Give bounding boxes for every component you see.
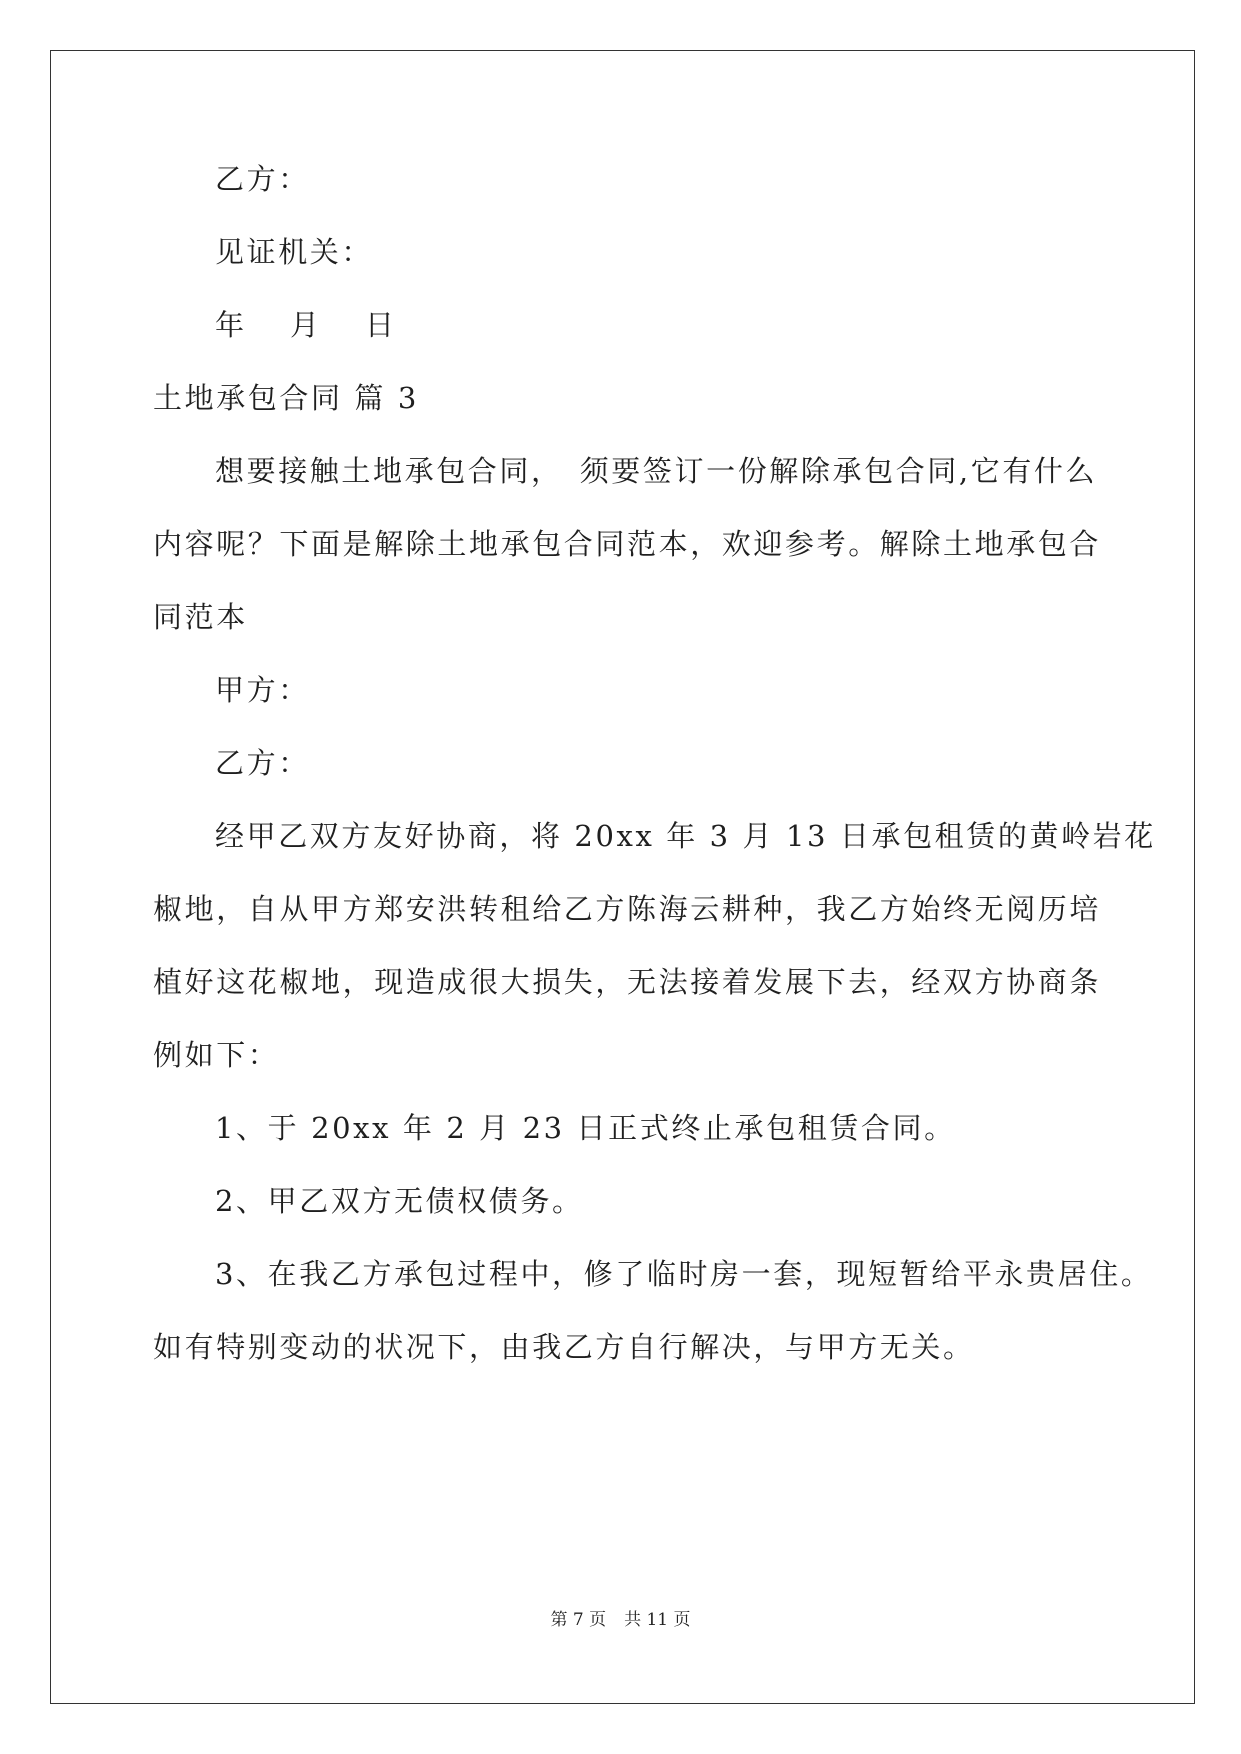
party-b-label: 乙方： — [215, 162, 310, 196]
intro-paragraph-line-3: 同范本 — [153, 600, 248, 634]
negotiation-paragraph-line-2: 椒地，自从甲方郑安洪转租给乙方陈海云耕种，我乙方始终无阅历培 — [153, 892, 1102, 926]
witness-authority-label: 见证机关： — [215, 235, 374, 269]
intro-paragraph-line-1: 想要接触土地承包合同， 须要签订一份解除承包合同,它有什么 — [215, 454, 1098, 488]
page-number: 第 7 页 — [550, 1610, 607, 1630]
party-b-label-2: 乙方： — [215, 746, 310, 780]
clause-2: 2、甲乙双方无债权债务。 — [215, 1184, 584, 1218]
clause-1: 1、于 20xx 年 2 月 23 日正式终止承包租赁合同。 — [215, 1111, 956, 1145]
intro-paragraph-line-2: 内容呢？下面是解除土地承包合同范本，欢迎参考。解除土地承包合 — [153, 527, 1102, 561]
negotiation-paragraph-line-1: 经甲乙双方友好协商，将 20xx 年 3 月 13 日承包租赁的黄岭岩花 — [215, 819, 1156, 853]
clause-3-line-1: 3、在我乙方承包过程中，修了临时房一套，现短暂给平永贵居住。 — [215, 1257, 1153, 1291]
clause-3-line-2: 如有特别变动的状况下，由我乙方自行解决，与甲方无关。 — [153, 1330, 975, 1364]
party-a-label: 甲方： — [215, 673, 310, 707]
section-title: 土地承包合同 篇 3 — [153, 381, 419, 415]
negotiation-paragraph-line-4: 例如下： — [153, 1038, 280, 1072]
page-total: 共 11 页 — [624, 1610, 691, 1630]
page-border — [50, 50, 1195, 1704]
date-line: 年 月 日 — [215, 308, 397, 342]
page-footer — [0, 1612, 1241, 1629]
negotiation-paragraph-line-3: 植好这花椒地，现造成很大损失，无法接着发展下去，经双方协商条 — [153, 965, 1102, 999]
